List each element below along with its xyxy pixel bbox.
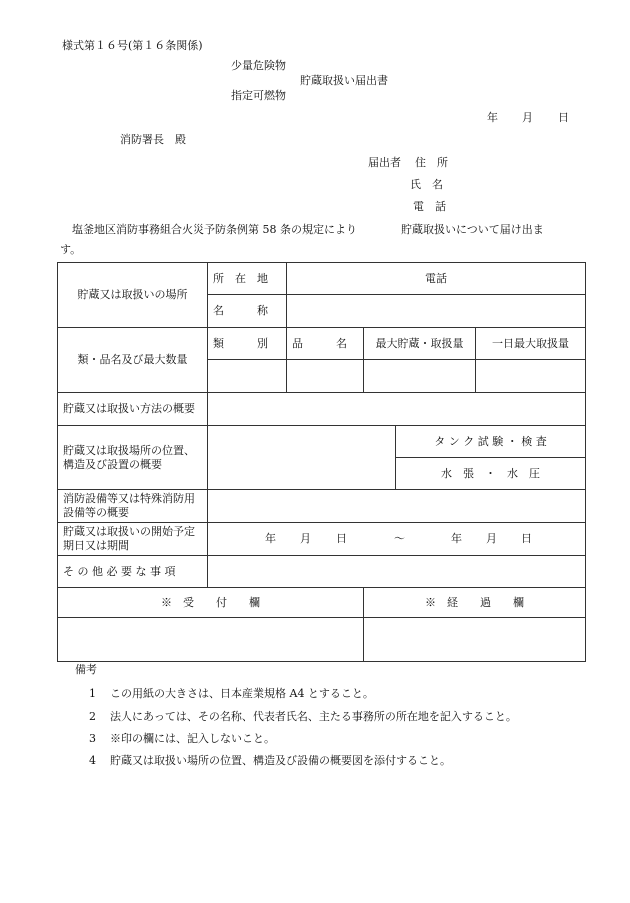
class-value[interactable]: [208, 360, 287, 393]
note-text: 貯蔵又は取扱い場所の位置、構造及び設備の概要図を添付すること。: [110, 754, 451, 767]
note-text: 法人にあっては、その名称、代表者氏名、主たる事務所の所在地を記入すること。: [110, 710, 517, 723]
max-storage-value[interactable]: [364, 360, 476, 393]
note-number: 3: [89, 732, 96, 745]
period-label: 貯蔵又は取扱いの開始予定期日又は期間: [58, 523, 208, 556]
tank-test-label: タ ン ク 試 験 ・ 検 査: [396, 426, 586, 458]
title-bottom: 指定可燃物: [231, 89, 286, 102]
phone-field-label: 電話: [425, 271, 447, 285]
reception-label: ※ 受 付 欄: [58, 588, 364, 618]
applicant-label: 届出者: [368, 156, 401, 169]
col-daily-max-header: 一日最大取扱量: [476, 328, 586, 360]
structure-value[interactable]: [208, 426, 396, 490]
kind-label: 類・品名及び最大数量: [58, 328, 208, 393]
progress-box[interactable]: [364, 618, 586, 662]
other-value[interactable]: [208, 556, 586, 588]
col-product-header: 品 名: [287, 328, 364, 360]
document-title: 貯蔵取扱い届出書: [300, 74, 388, 87]
addressee: 消防署長 殿: [120, 133, 186, 146]
other-label: そ の 他 必 要 な 事 項: [58, 556, 208, 588]
location-label: 所 在 地: [208, 263, 287, 295]
note-number: 4: [89, 754, 96, 767]
statement-line-2: す。: [60, 243, 82, 256]
reception-box[interactable]: [58, 618, 364, 662]
place-label: 貯蔵又は取扱いの場所: [58, 263, 208, 328]
fire-equipment-value[interactable]: [208, 490, 586, 523]
title-top: 少量危険物: [231, 59, 286, 72]
progress-label: ※ 経 過 欄: [364, 588, 586, 618]
fire-equipment-label: 消防設備等又は特殊消防用設備等の概要: [58, 490, 208, 523]
period-end-year: 年: [451, 532, 462, 545]
address-label: 住 所: [415, 156, 448, 169]
form-number: 様式第１６号(第１６条関係): [62, 39, 203, 52]
period-tilde: ～: [394, 532, 405, 545]
facility-name-label: 名 称: [208, 295, 287, 328]
period-end-month: 月: [486, 532, 497, 545]
date-month-label: 月: [522, 111, 533, 124]
water-test-label: 水 張 ・ 水 圧: [396, 458, 586, 490]
period-end-day: 日: [521, 532, 532, 545]
note-text: ※印の欄には、記入しないこと。: [110, 732, 275, 745]
period-value[interactable]: [208, 523, 586, 556]
statement-line-1: 塩釜地区消防事務組合火災予防条例第 58 条の規定により 貯蔵取扱いについて届け出ま: [72, 223, 544, 236]
note-number: 1: [89, 687, 96, 700]
period-start-day: 日: [336, 532, 347, 545]
col-class-header: 類 別: [208, 328, 287, 360]
notes-heading: 備考: [75, 663, 97, 676]
date-day-label: 日: [558, 111, 569, 124]
method-label: 貯蔵又は取扱い方法の概要: [58, 393, 208, 426]
note-number: 2: [89, 710, 96, 723]
daily-max-value[interactable]: [476, 360, 586, 393]
period-start-year: 年: [265, 532, 276, 545]
date-year-label: 年: [487, 111, 498, 124]
method-value[interactable]: [208, 393, 586, 426]
form-table: [57, 262, 586, 662]
name-label: 氏 名: [410, 178, 443, 191]
col-max-storage-header: 最大貯蔵・取扱量: [364, 328, 476, 360]
period-start-month: 月: [300, 532, 311, 545]
note-text: この用紙の大きさは、日本産業規格 A4 とすること。: [110, 687, 374, 700]
location-value-cell[interactable]: [287, 263, 586, 295]
phone-label: 電 話: [413, 200, 446, 213]
product-value[interactable]: [287, 360, 364, 393]
structure-label: 貯蔵又は取扱場所の位置、構造及び設置の概要: [58, 426, 208, 490]
facility-name-value[interactable]: [287, 295, 586, 328]
